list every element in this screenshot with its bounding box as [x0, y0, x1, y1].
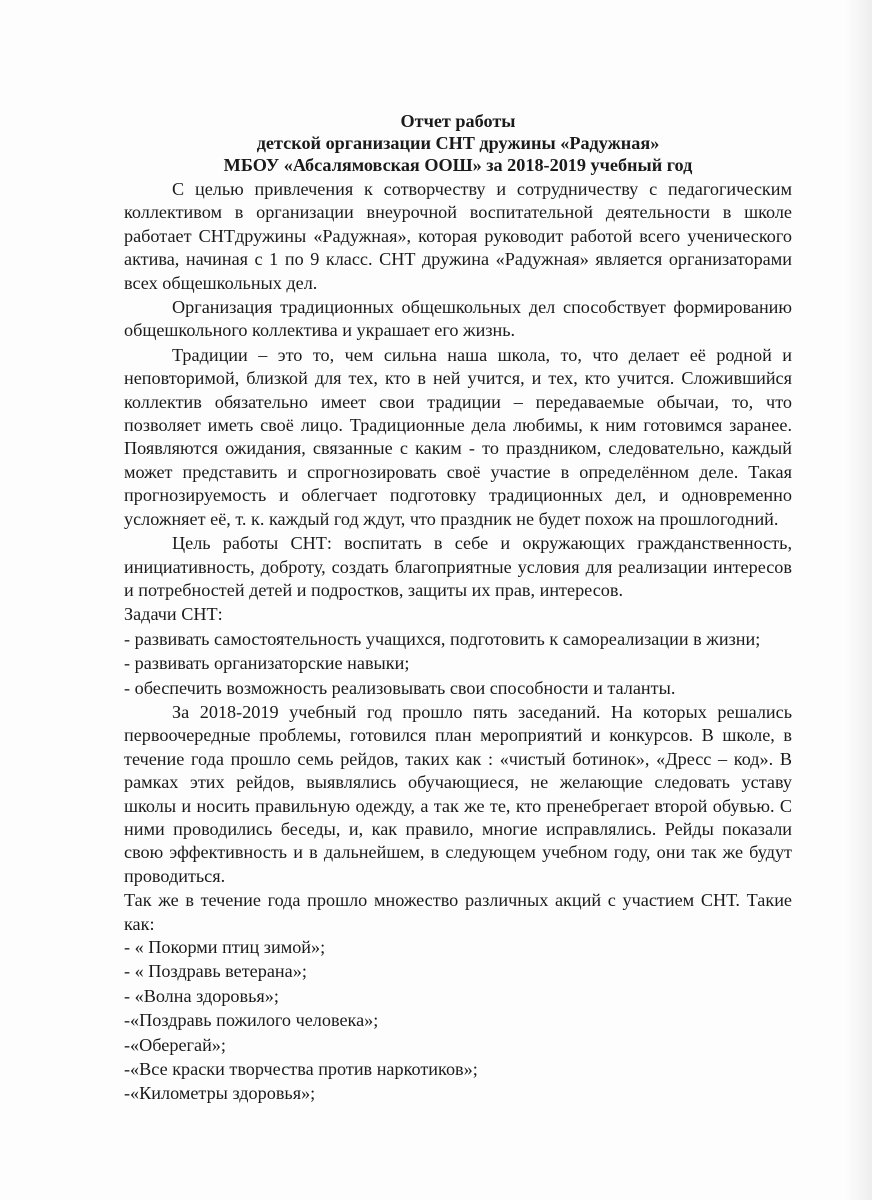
- tasks-section: [124, 603, 792, 700]
- tasks-title: Задачи СНТ:: [124, 604, 223, 625]
- paragraph-intro: С целью привлечения к сотворчеству и сотрудничеству с педагогическим коллективом в организации внеурочной воспитательной деятельности в школе работает СНТдружины «Радужная», которая руководит работой всего ученического актива, начиная с 1 по 9 класс. СНТ дружина «Радужная» является организаторами всех общешкольных дел.: [124, 179, 792, 293]
- action-item: - « Поздравь ветерана»;: [124, 961, 307, 982]
- header-school-year: МБОУ «Абсалямовская ООШ» за 2018-2019 учебный год: [223, 155, 693, 175]
- action-item: -«Поздравь пожилого человека»;: [124, 1010, 379, 1031]
- paragraph-traditions: Традиции – это то, чем сильна наша школа, то, что делает её родной и неповторимой, близкой для тех, кто в ней учится, и тех, кто учится. Сложившийся коллектив обязательно имеет свои традиции – передаваемые обычаи, то, что позволяет иметь своё лицо. Традиционные дела любимы, к ним готовимся заранее. Появляются ожидания, связанные с каким - то праздником, следовательно, каждый может представить и спрогнозировать своё участие в определённом деле. Такая прогнозируемость и облегчает подготовку традиционных дел, и одновременно усложняет её, т. к. каждый год ждут, что праздник не будет похож на прошлогодний.: [124, 344, 792, 529]
- paragraph-actions-intro: Так же в течение года прошло множество различных акций с участием СНТ. Такие как:: [124, 890, 792, 934]
- header-organization: детской организации СНТ дружины «Радужная»: [256, 133, 660, 153]
- paragraph-meetings-raids: За 2018-2019 учебный год прошло пять заседаний. На которых решались первоочередные проблемы, готовился план мероприятий и конкурсов. В школе, в течение года прошло семь рейдов, таких как : «чистый ботинок», «Дресс – код». В рамках этих рейдов, выявлялись обучающиеся, не желающие следовать уставу школы и носить правильную одежду, а так же те, кто пренебрегает второй обувью. С ними проводились беседы, и, как правило, многие исправлялись. Рейды показали свою эффективность и в дальнейшем, в следующем учебном году, они так же будут проводиться.: [124, 701, 792, 886]
- action-item: - « Покорми птиц зимой»;: [124, 937, 326, 957]
- scan-edge-shadow: [846, 0, 872, 1200]
- action-item: -«Все краски творчества против наркотиков»;: [124, 1059, 478, 1080]
- action-item: -«Километры здоровья»;: [124, 1083, 316, 1104]
- action-item: -«Оберегай»;: [124, 1034, 226, 1055]
- paragraph-organization: Организация традиционных общешкольных дел способствует формированию общешкольного коллектива и украшает его жизнь.: [124, 297, 792, 341]
- task-item: - развивать самостоятельность учащихся, подготовить к самореализации в жизни;: [124, 628, 761, 649]
- paragraph-goal: Цель работы СНТ: воспитать в себе и окружающих гражданственность, инициативность, доброту, создать благоприятные условия для реализации интересов и потребностей детей и подростков, защиты их прав, интересов.: [124, 533, 792, 600]
- action-item: - «Волна здоровья»;: [124, 985, 279, 1006]
- actions-list: [124, 936, 792, 1106]
- task-item: - развивать организаторские навыки;: [124, 653, 410, 674]
- task-item: - обеспечить возможность реализовывать свои способности и таланты.: [124, 677, 676, 698]
- header-title: Отчет работы: [400, 111, 516, 131]
- document-body: [124, 110, 792, 1107]
- document-header: [124, 110, 792, 176]
